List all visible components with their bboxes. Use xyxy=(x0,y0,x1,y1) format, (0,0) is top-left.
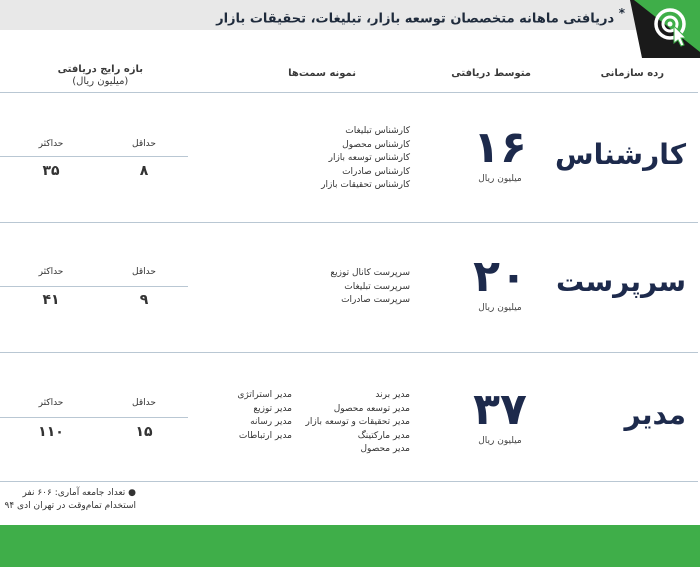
average-value: ۱۶ xyxy=(473,122,527,173)
rank-label: سرپرست xyxy=(555,265,686,298)
min-value: ۸ xyxy=(139,163,149,179)
page-title-text: دریافتی ماهانه متخصصان توسعه بازار، تبلیغات، تحقیقات بازار xyxy=(216,11,615,27)
footer-bar xyxy=(0,525,700,567)
title-bar xyxy=(0,0,700,30)
average-salary xyxy=(445,122,555,184)
range-divider xyxy=(0,156,188,157)
max-value: ۴۱ xyxy=(42,292,60,308)
header-rank: رده سازمانی xyxy=(600,68,664,79)
roles-list xyxy=(306,389,410,457)
role-item: مدیر محصول xyxy=(360,444,410,454)
average-salary xyxy=(445,251,555,313)
roles-list-secondary xyxy=(237,389,292,443)
max-value: ۱۱۰ xyxy=(38,424,64,440)
max-label: حداکثر xyxy=(38,267,64,277)
average-unit: میلیون ریال xyxy=(478,303,522,313)
max-value: ۳۵ xyxy=(42,163,60,179)
role-item: مدیر استراتژی xyxy=(237,390,292,400)
header-avg: متوسط دریافتی xyxy=(451,68,531,79)
header-roles: نمونه سمت‌ها xyxy=(288,68,356,79)
role-item: مدیر برند xyxy=(375,390,410,400)
employment-note: استخدام تمام‌وقت در تهران ادی ۹۴ xyxy=(4,501,136,511)
role-item: مدیر ارتباطات xyxy=(238,430,292,441)
role-item: سرپرست تبلیغات xyxy=(344,281,410,292)
header-range xyxy=(58,64,143,87)
role-item: مدیر مارکتینگ xyxy=(357,430,410,441)
range-divider xyxy=(0,417,188,418)
role-item: سرپرست کانال توزیع xyxy=(330,268,410,278)
role-item: مدیر رسانه xyxy=(250,417,292,427)
rank-label: کارشناس xyxy=(554,138,686,171)
role-item: سرپرست صادرات xyxy=(341,295,410,305)
role-item: کارشناس تبلیغات xyxy=(345,126,410,136)
row-divider xyxy=(0,222,698,223)
row-divider xyxy=(0,481,698,482)
average-unit: میلیون ریال xyxy=(478,436,522,446)
sample-size-note: ● تعداد جامعه آماری: ۶۰۶ نفر xyxy=(22,488,136,498)
max-label: حداکثر xyxy=(38,398,64,408)
page-title xyxy=(216,6,625,26)
average-unit: میلیون ریال xyxy=(478,174,522,184)
role-item: مدیر تحقیقات و توسعه بازار xyxy=(305,417,410,427)
row-divider xyxy=(0,352,698,353)
role-item: کارشناس محصول xyxy=(342,139,410,150)
header-range-unit: (میلیون ریال) xyxy=(72,76,129,87)
role-item: مدیر توسعه محصول xyxy=(333,403,410,414)
range-divider xyxy=(0,286,188,287)
average-value: ۳۷ xyxy=(473,384,527,435)
roles-list xyxy=(330,267,410,308)
footnotes xyxy=(5,487,136,513)
max-label: حداکثر xyxy=(38,139,64,149)
min-value: ۱۵ xyxy=(135,424,153,440)
target-click-icon xyxy=(630,0,700,58)
logo xyxy=(630,0,700,58)
header-divider xyxy=(0,92,698,93)
roles-list xyxy=(321,125,410,193)
min-label: حداقل xyxy=(132,398,156,408)
min-label: حداقل xyxy=(132,267,156,277)
min-label: حداقل xyxy=(132,139,156,149)
rank-label: مدیر xyxy=(624,398,686,431)
role-item: کارشناس تحقیقات بازار xyxy=(321,180,410,190)
min-value: ۹ xyxy=(139,292,149,308)
role-item: کارشناس صادرات xyxy=(342,166,410,177)
role-item: مدیر توزیع xyxy=(253,403,292,414)
header-range-title: بازه رایج دریافتی xyxy=(57,64,143,75)
average-salary xyxy=(445,384,555,446)
average-value: ۲۰ xyxy=(473,251,527,302)
title-footnote-mark: * xyxy=(618,6,625,20)
role-item: کارشناس توسعه بازار xyxy=(328,153,410,163)
